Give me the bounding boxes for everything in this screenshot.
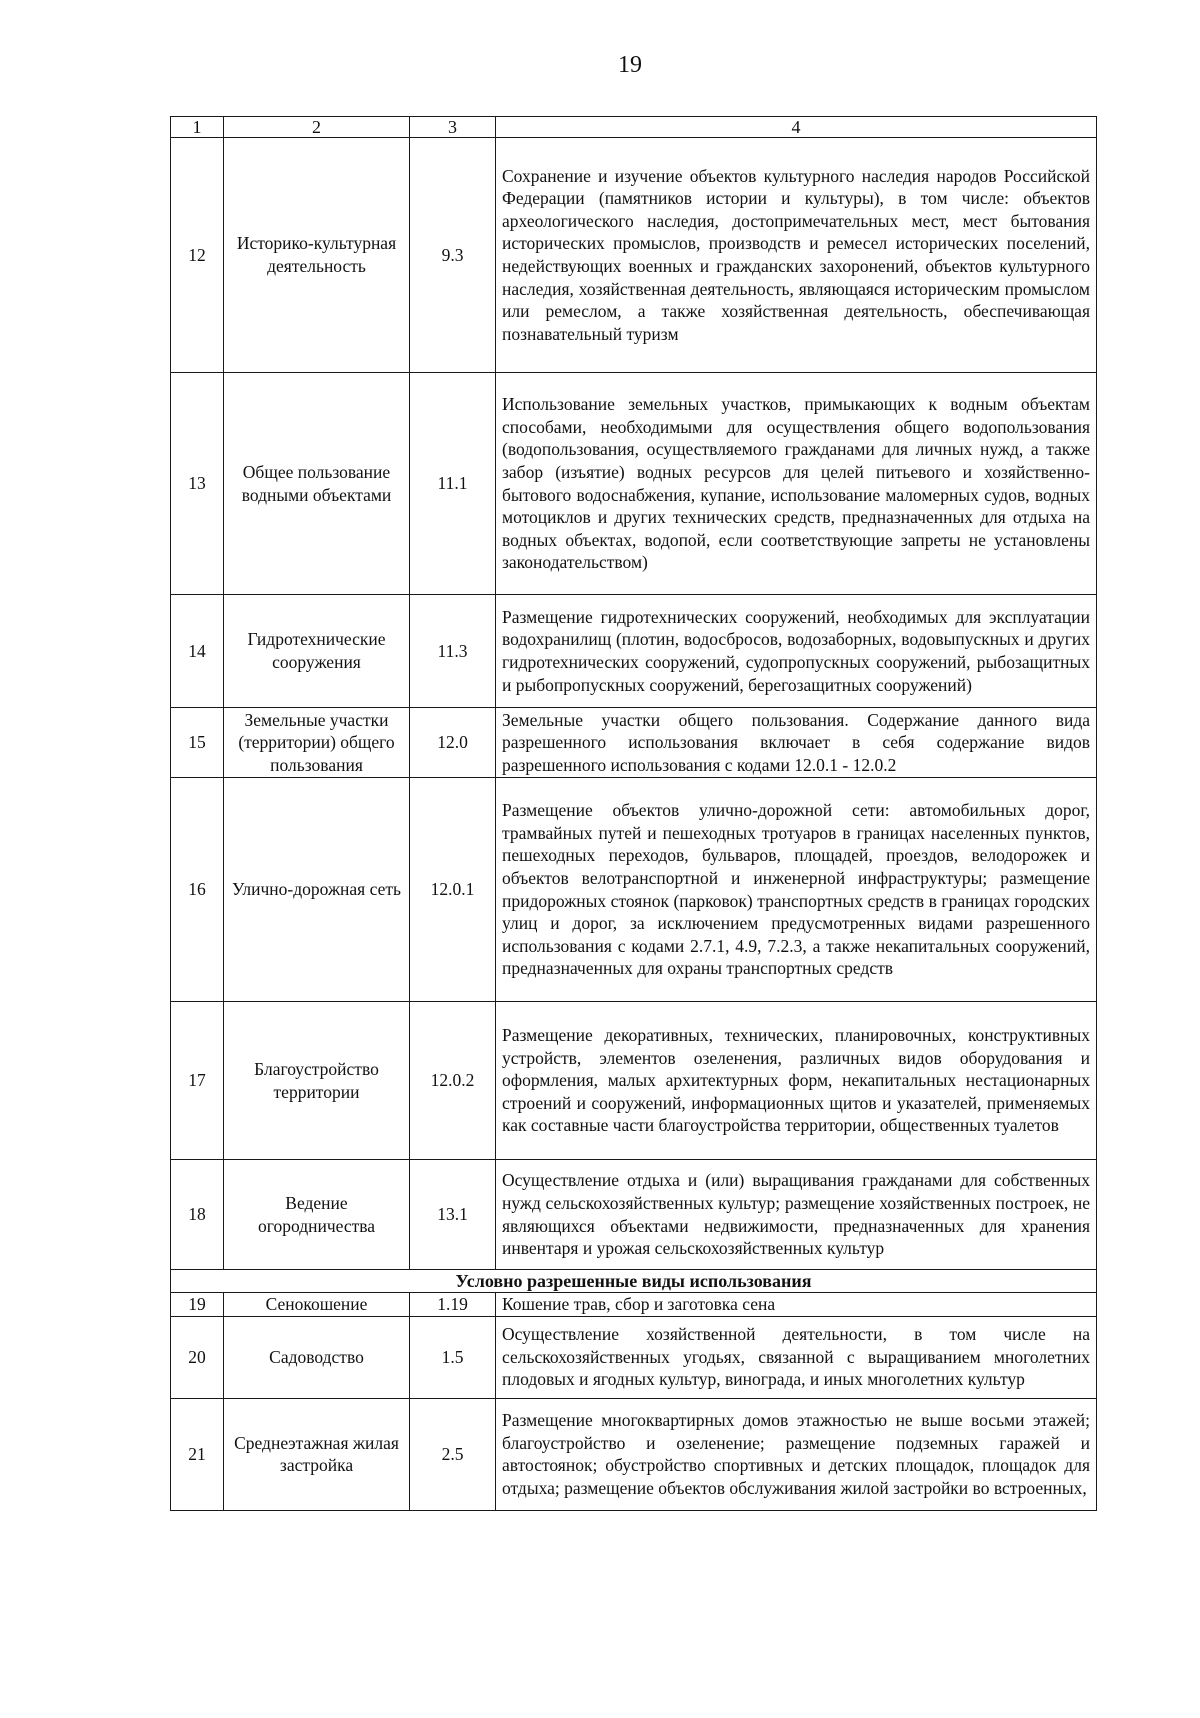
table-row — [171, 1293, 1097, 1317]
land-use-name: Среднеэтажная жилая застройка — [224, 1398, 410, 1510]
land-use-name: Общее пользование водными объектами — [224, 373, 410, 595]
table-row — [171, 1316, 1097, 1398]
section-row — [171, 1270, 1097, 1293]
land-use-description: Размещение гидротехнических сооружений, необходимых для эксплуатации водохранилищ (плотин, водосбросов, водозаборных, водовыпускных и других гидротехнических сооружений, судопропускных сооружений, рыбозащитных и рыбопропускных сооружений, берегозащитных сооружений) — [496, 595, 1097, 708]
row-number: 15 — [171, 708, 224, 778]
land-use-description: Размещение объектов улично-дорожной сети: автомобильных дорог, трамвайных путей и пешеходных тротуаров в границах населенных пунктов, пешеходных переходов, бульваров, площадей, проездов, велодорожек и объектов велотранспортной и инженерной инфраструктуры; размещение придорожных стоянок (парковок) транспортных средств в границах городских улиц и дорог, за исключением предусмотренных видами разрешенного использования с кодами 2.7.1, 4.9, 7.2.3, а также некапитальных сооружений, предназначенных для охраны транспортных средств — [496, 778, 1097, 1002]
row-number: 21 — [171, 1398, 224, 1510]
land-use-code: 1.5 — [410, 1316, 496, 1398]
land-use-description: Размещение декоративных, технических, планировочных, конструктивных устройств, элементов озеленения, различных видов оборудования и оформления, малых архитектурных форм, некапитальных нестационарных строений и сооружений, информационных щитов и указателей, применяемых как составные части благоустройства территории, общественных туалетов — [496, 1002, 1097, 1160]
land-use-table — [170, 116, 1097, 1511]
land-use-code: 2.5 — [410, 1398, 496, 1510]
land-use-description: Кошение трав, сбор и заготовка сена — [496, 1293, 1097, 1317]
table-row — [171, 708, 1097, 778]
column-header-name: 2 — [224, 117, 410, 138]
land-use-code: 1.19 — [410, 1293, 496, 1317]
land-use-description: Земельные участки общего пользования. Содержание данного вида разрешенного использования включает в себя содержание видов разрешенного использования с кодами 12.0.1 - 12.0.2 — [496, 708, 1097, 778]
row-number: 20 — [171, 1316, 224, 1398]
table-row — [171, 778, 1097, 1002]
land-use-code: 12.0.1 — [410, 778, 496, 1002]
land-use-name: Садоводство — [224, 1316, 410, 1398]
table-row — [171, 138, 1097, 373]
land-use-description: Использование земельных участков, примыкающих к водным объектам способами, необходимыми для осуществления общего водопользования (водопользования, осуществляемого гражданами для личных нужд, а также забор (изъятие) водных ресурсов для целей питьевого и хозяйственно-бытового водоснабжения, купание, использование маломерных судов, водных мотоциклов и других технических средств, предназначенных для отдыха на водных объектах, водопой, если соответствующие запреты не установлены законодательством) — [496, 373, 1097, 595]
table-row — [171, 595, 1097, 708]
land-use-name: Земельные участки (территории) общего пользования — [224, 708, 410, 778]
land-use-name: Сенокошение — [224, 1293, 410, 1317]
row-number: 16 — [171, 778, 224, 1002]
land-use-code: 11.3 — [410, 595, 496, 708]
row-number: 12 — [171, 138, 224, 373]
land-use-name: Благоустройство территории — [224, 1002, 410, 1160]
land-use-code: 9.3 — [410, 138, 496, 373]
row-number: 13 — [171, 373, 224, 595]
land-use-description: Осуществление хозяйственной деятельности, в том числе на сельскохозяйственных угодьях, связанной с выращиванием многолетних плодовых и ягодных культур, винограда, и иных многолетних культур — [496, 1316, 1097, 1398]
row-number: 19 — [171, 1293, 224, 1317]
row-number: 18 — [171, 1160, 224, 1270]
column-header-code: 3 — [410, 117, 496, 138]
land-use-name: Гидротехнические сооружения — [224, 595, 410, 708]
land-use-description: Размещение многоквартирных домов этажностью не выше восьми этажей; благоустройство и озеленение; размещение подземных гаражей и автостоянок; обустройство спортивных и детских площадок, площадок для отдыха; размещение объектов обслуживания жилой застройки во встроенных, — [496, 1398, 1097, 1510]
table-row — [171, 373, 1097, 595]
column-header-number: 1 — [171, 117, 224, 138]
land-use-code: 12.0.2 — [410, 1002, 496, 1160]
row-number: 17 — [171, 1002, 224, 1160]
column-header-description: 4 — [496, 117, 1097, 138]
land-use-code: 12.0 — [410, 708, 496, 778]
land-use-name: Ведение огородничества — [224, 1160, 410, 1270]
land-use-description: Осуществление отдыха и (или) выращивания гражданами для собственных нужд сельскохозяйственных культур; размещение хозяйственных построек, не являющихся объектами недвижимости, предназначенных для хранения инвентаря и урожая сельскохозяйственных культур — [496, 1160, 1097, 1270]
row-number: 14 — [171, 595, 224, 708]
table-row — [171, 1160, 1097, 1270]
table-header-row — [171, 117, 1097, 138]
land-use-code: 13.1 — [410, 1160, 496, 1270]
section-title: Условно разрешенные виды использования — [171, 1270, 1097, 1293]
land-use-name: Историко-культурная деятельность — [224, 138, 410, 373]
table-row — [171, 1398, 1097, 1510]
page-number: 19 — [618, 52, 642, 78]
land-use-description: Сохранение и изучение объектов культурного наследия народов Российской Федерации (памятников истории и культуры), в том числе: объектов археологического наследия, достопримечательных мест, мест бытования исторических промыслов, производств и ремесел исторических поселений, недействующих военных и гражданских захоронений, объектов культурного наследия, хозяйственная деятельность, являющаяся историческим промыслом или ремеслом, а также хозяйственная деятельность, обеспечивающая познавательный туризм — [496, 138, 1097, 373]
table-row — [171, 1002, 1097, 1160]
land-use-code: 11.1 — [410, 373, 496, 595]
land-use-name: Улично-дорожная сеть — [224, 778, 410, 1002]
